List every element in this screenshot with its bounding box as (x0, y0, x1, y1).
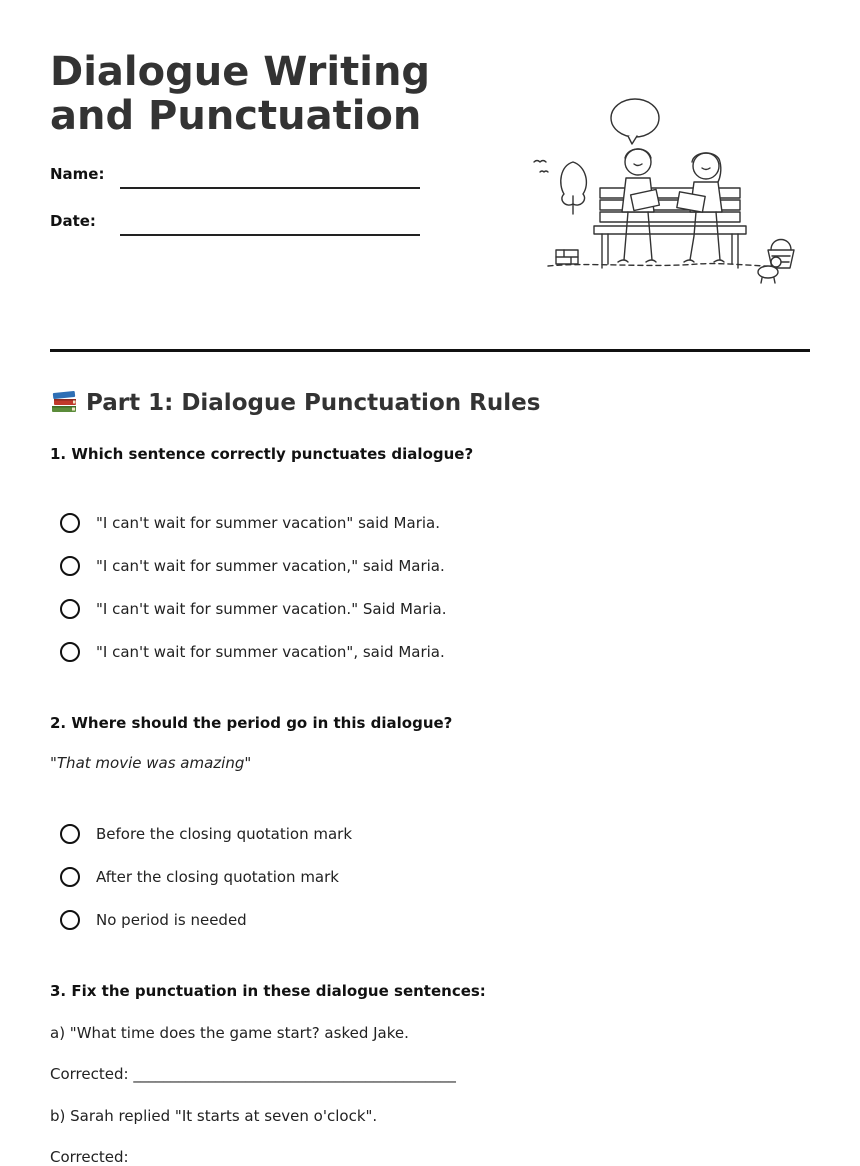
two-kids-reading-on-bench-illustration (528, 96, 798, 286)
q3-sentence-b: b) Sarah replied "It starts at seven o'clock". (50, 1107, 378, 1125)
q2-quote: "That movie was amazing" (50, 754, 252, 772)
q2-option-c[interactable] (60, 907, 247, 933)
option-label: "I can't wait for summer vacation," said Maria. (96, 557, 445, 575)
section-divider (50, 349, 810, 352)
radio-button[interactable] (60, 824, 80, 844)
option-label: After the closing quotation mark (96, 868, 339, 886)
q3-corrected-a[interactable]: Corrected: ___________________________________________ (50, 1065, 456, 1083)
q1-option-a[interactable] (60, 510, 440, 536)
option-label: "I can't wait for summer vacation." Said Maria. (96, 600, 447, 618)
question-3: 3. Fix the punctuation in these dialogue sentences: (50, 982, 486, 1000)
radio-button[interactable] (60, 867, 80, 887)
radio-button[interactable] (60, 513, 80, 533)
part1-heading (50, 388, 540, 420)
date-field[interactable] (120, 234, 420, 236)
books-icon (50, 388, 78, 420)
question-2: 2. Where should the period go in this dialogue? (50, 714, 453, 732)
name-field[interactable] (120, 187, 420, 189)
option-label: "I can't wait for summer vacation", said Maria. (96, 643, 445, 661)
q1-option-b[interactable] (60, 553, 445, 579)
q3-sentence-a: a) "What time does the game start? asked Jake. (50, 1024, 409, 1042)
name-label: Name: (50, 165, 105, 183)
option-label: No period is needed (96, 911, 247, 929)
q2-option-b[interactable] (60, 864, 339, 890)
option-label: "I can't wait for summer vacation" said Maria. (96, 514, 440, 532)
q1-option-d[interactable] (60, 639, 445, 665)
question-1: 1. Which sentence correctly punctuates dialogue? (50, 445, 474, 463)
radio-button[interactable] (60, 599, 80, 619)
radio-button[interactable] (60, 642, 80, 662)
q2-option-a[interactable] (60, 821, 352, 847)
radio-button[interactable] (60, 556, 80, 576)
q1-option-c[interactable] (60, 596, 446, 622)
radio-button[interactable] (60, 910, 80, 930)
q3-corrected-b[interactable]: Corrected: (50, 1148, 129, 1166)
option-label: Before the closing quotation mark (96, 825, 353, 843)
date-label: Date: (50, 212, 96, 230)
worksheet-title: Dialogue Writing and Punctuation (50, 49, 431, 139)
part1-title: Part 1: Dialogue Punctuation Rules (86, 390, 541, 416)
